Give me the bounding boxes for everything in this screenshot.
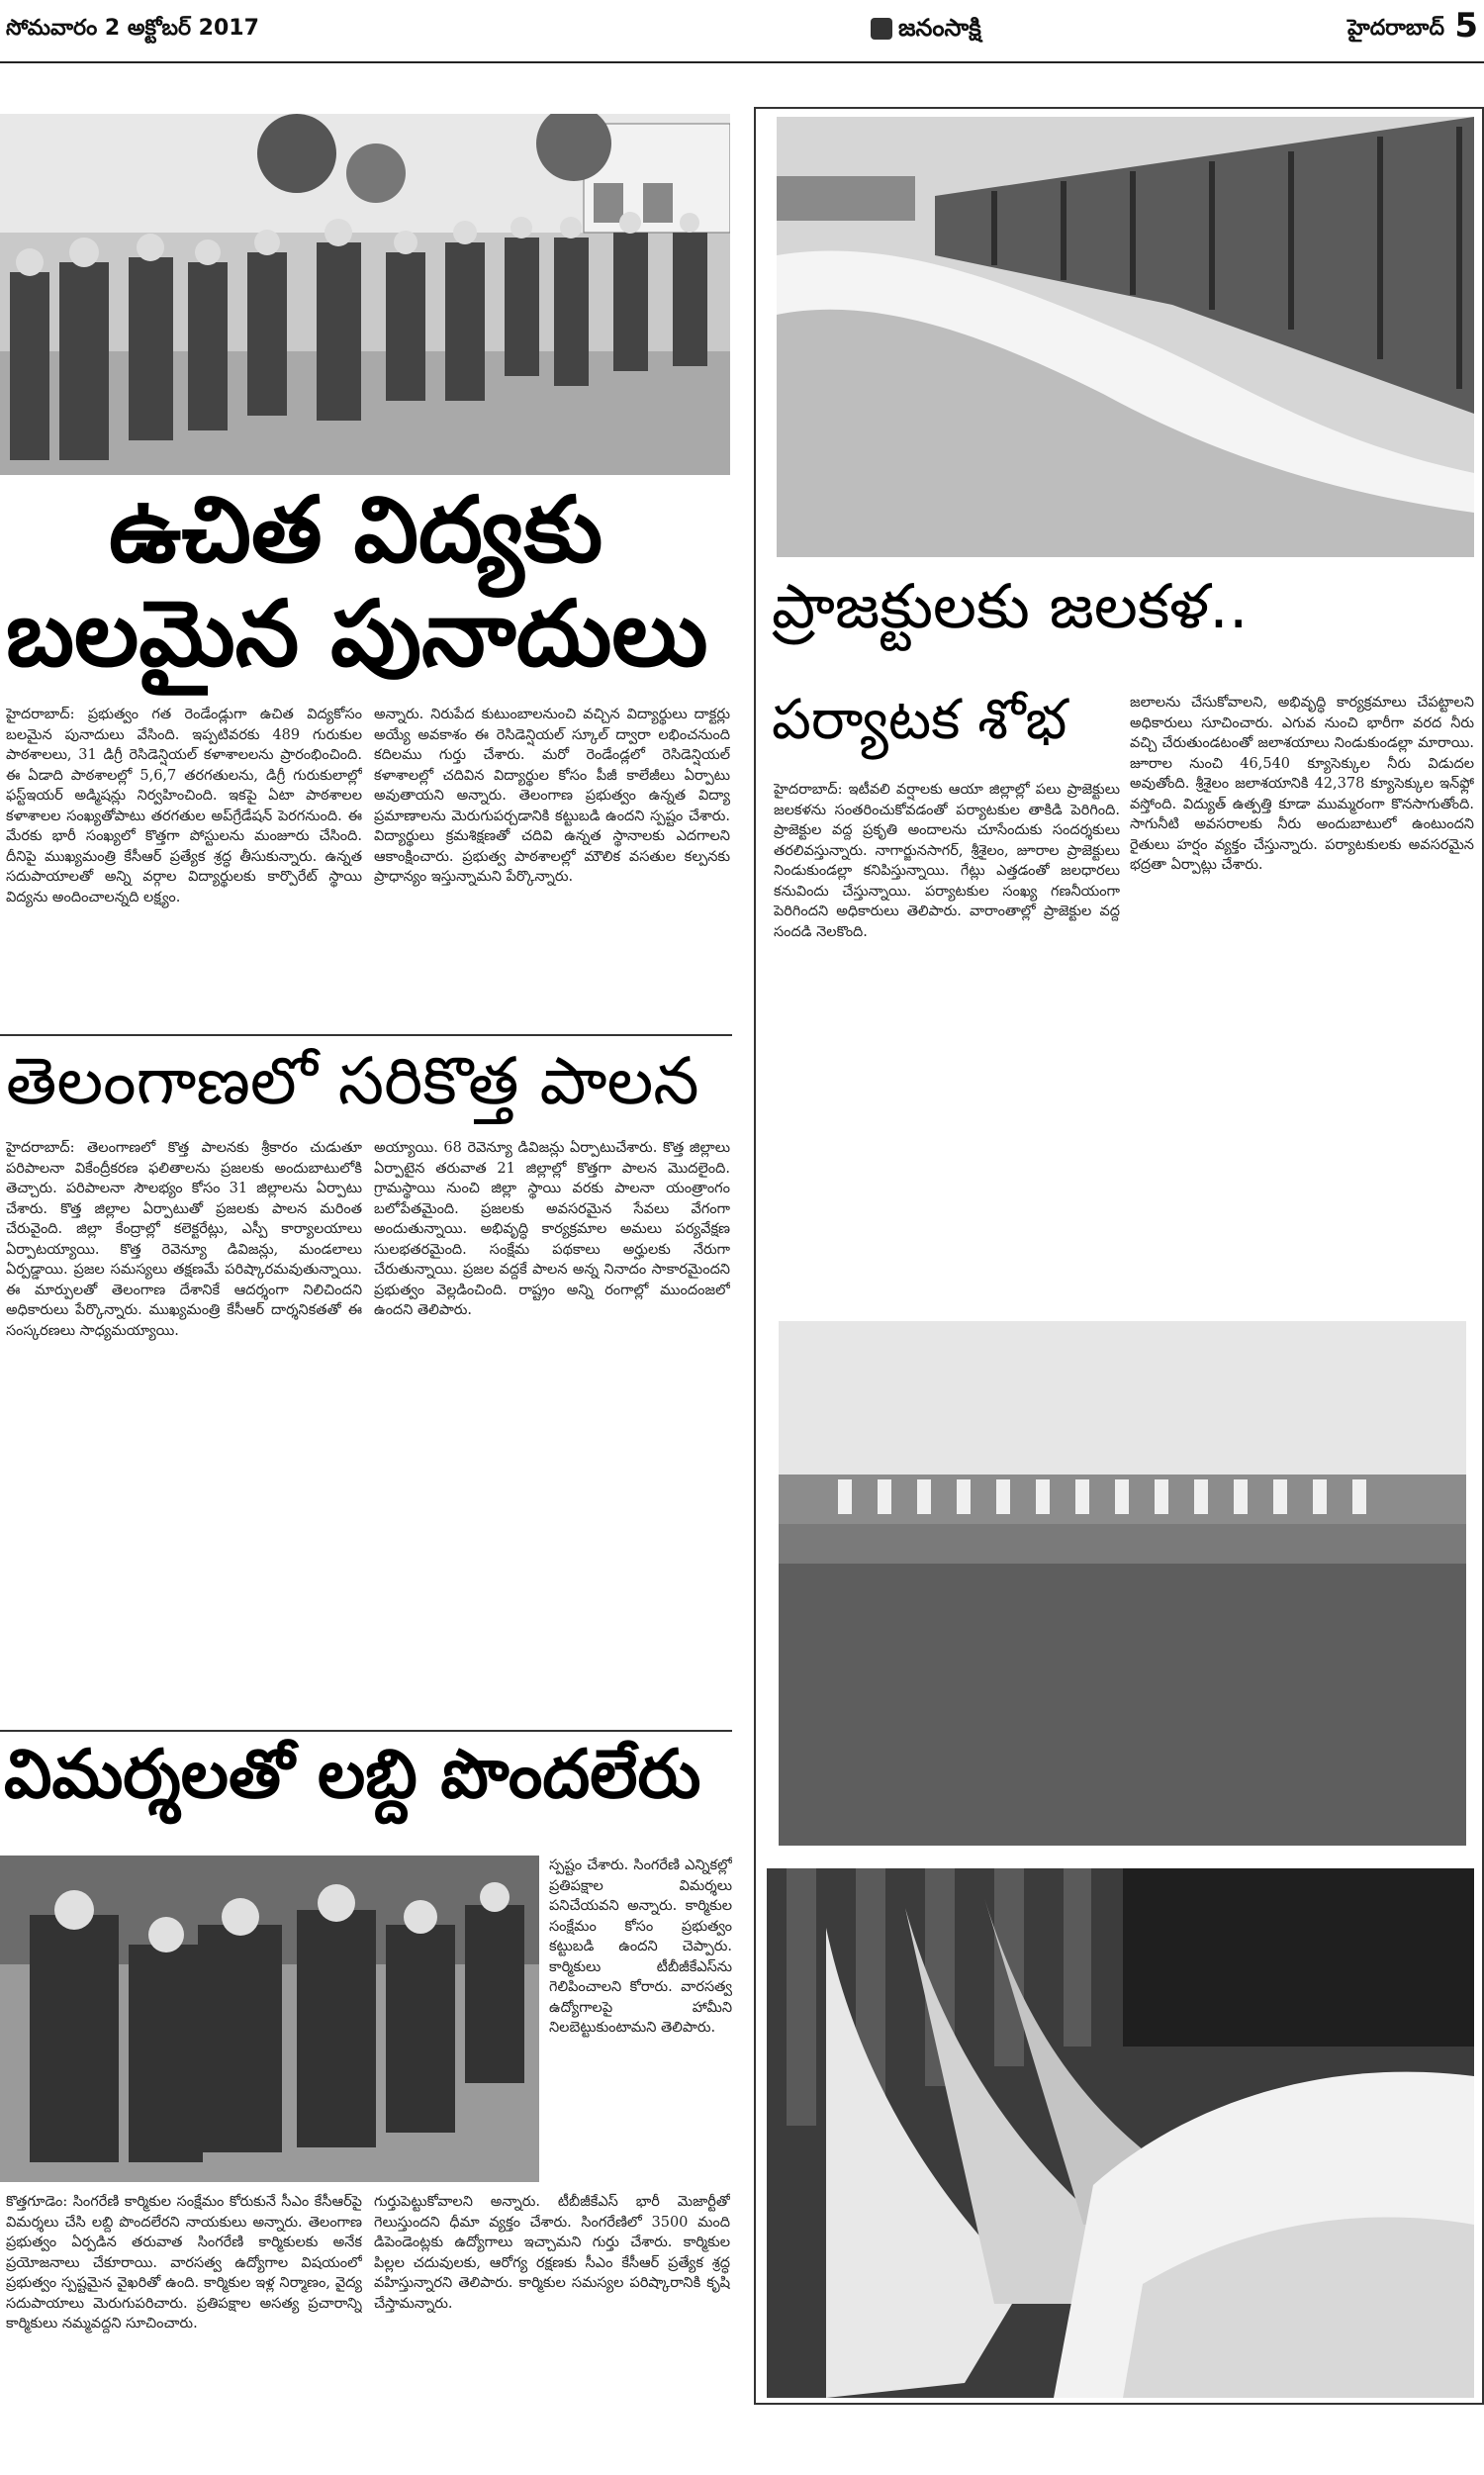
education-headline-line1: ఉచిత విద్యకు xyxy=(109,477,603,583)
paper-logo-icon xyxy=(871,18,892,40)
masthead xyxy=(0,0,1484,63)
telangana-article-col1: హైదరాబాద్‌: తెలంగాణలో కొత్త పాలనకు శ్రీకారం చుడుతూ పరిపాలనా వికేంద్రీకరణ ఫలితాలను ప్రజలకు అందుబాటులోకి తెచ్చారు. పరిపాలనా సౌలభ్యం కోసం 31 జిల్లాలను ఏర్పాటు చేశారు. కొత్త జిల్లాల ఏర్పాటుతో ప్రజలకు పాలన మరింత చేరువైంది. జిల్లా కేంద్రాల్లో కలెక్టరేట్లు, ఎస్పీ కార్యాలయాలు ఏర్పాటయ్యాయి. కొత్త రెవెన్యూ డివిజన్లు, మండలాలు ఏర్పడ్డాయి. ప్రజల సమస్యలు తక్షణమే పరిష్కారమవుతున్నాయి. ఈ మార్పులతో తెలంగాణ దేశానికే ఆదర్శంగా నిలిచిందని అధికారులు పేర్కొన్నారు. ముఖ్యమంత్రి కేసీఆర్‌ దార్శనికతతో ఈ సంస్కరణలు సాధ్యమయ్యాయి. xyxy=(6,1140,362,1339)
criticism-article-col2: గుర్తుపెట్టుకోవాలని అన్నారు. టీబీజీకేఎస్‌ భారీ మెజార్టీతో గెలుస్తుందని ధీమా వ్యక్తం చేశారు. సింగరేణిలో 3500 మంది డిపెండెంట్లకు ఉద్యోగాలు ఇచ్చామని గుర్తు చేశారు. కార్మికుల పిల్లల చదువులకు, ఆరోగ్య రక్షణకు సీఎం కేసీఆర్‌ ప్రత్యేక శ్రద్ధ వహిస్తున్నారని తెలిపారు. కార్మికుల సమస్యల పరిష్కారానికి కృషి చేస్తామన్నారు. xyxy=(374,2194,730,2312)
students-assembly-photo xyxy=(0,114,730,475)
divider xyxy=(0,1730,732,1732)
edition-city: హైదరాబాద్ xyxy=(1347,16,1444,41)
workers-photo xyxy=(0,1856,539,2182)
projects-headline-line1: ప్రాజక్టులకు జలకళ.. xyxy=(772,570,1249,642)
telangana-headline: తెలంగాణలో సరికొత్త పాలన xyxy=(6,1043,699,1119)
projects-article-col1: హైదరాబాద్‌: ఇటీవలి వర్షాలకు ఆయా జిల్లాల్లో పలు ప్రాజెక్టులు జలకళను సంతరించుకోవడంతో పర్యాటకుల తాకిడి పెరిగింది. ప్రాజెక్టుల వద్ద ప్రకృతి అందాలను చూసేందుకు సందర్శకులు తరలివస్తున్నారు. నాగార్జునసాగర్‌, శ్రీశైలం, జూరాల ప్రాజెక్టులు నిండుకుండల్లా కనిపిస్తున్నాయి. గేట్లు ఎత్తడంతో జలధారలు కనువిందు చేస్తున్నాయి. పర్యాటకుల సంఖ్య గణనీయంగా పెరిగిందని అధికారులు తెలిపారు. వారాంతాల్లో ప్రాజెక్టుల వద్ద సందడి నెలకొంది. xyxy=(774,782,1120,940)
paper-name xyxy=(871,14,981,48)
criticism-article-col1: కొత్తగూడెం: సింగరేణి కార్మికుల సంక్షేమం కోరుకునే సీఎం కేసీఆర్‌పై విమర్శలు చేసి లబ్ది పొందలేరని నాయకులు అన్నారు. తెలంగాణ ప్రభుత్వం ఏర్పడిన తరువాత సింగరేణి కార్మికులకు అనేక ప్రయోజనాలు చేకూరాయి. వారసత్వ ఉద్యోగాల విషయంలో ప్రభుత్వం స్పష్టమైన వైఖరితో ఉంది. కార్మికుల ఇళ్ల నిర్మాణం, వైద్య సదుపాయాలు మెరుగుపరిచారు. ప్రతిపక్షాల అసత్య ప్రచారాన్ని కార్మికులు నమ్మవద్దని సూచించారు. xyxy=(6,2194,362,2332)
paper-name-text: జనంసాక్షి xyxy=(898,14,981,42)
spillway-photo xyxy=(767,1868,1474,2398)
telangana-article-col2: అయ్యాయి. 68 రెవెన్యూ డివిజన్లు ఏర్పాటుచేశారు. కొత్త జిల్లాలు ఏర్పాటైన తరువాత 21 జిల్లాల్లో కొత్తగా పాలన మొదలైంది. గ్రామస్థాయి నుంచి జిల్లా స్థాయి వరకు పాలనా యంత్రాంగం బలోపేతమైంది. ప్రజలకు అవసరమైన సేవలు వేగంగా అందుతున్నాయి. అభివృద్ధి కార్యక్రమాల అమలు పర్యవేక్షణ సులభతరమైంది. సంక్షేమ పథకాలు అర్హులకు నేరుగా చేరుతున్నాయి. ప్రజల వద్దకే పాలన అన్న నినాదం సాకారమైందని ప్రభుత్వం వెల్లడించింది. రాష్ట్రం అన్ని రంగాల్లో ముందంజలో ఉందని తెలిపారు. xyxy=(374,1140,730,1318)
divider xyxy=(0,1034,732,1036)
criticism-article-side: స్పష్టం చేశారు. సింగరేణి ఎన్నికల్లో ప్రతిపక్షాల విమర్శలు పనిచేయవని అన్నారు. కార్మికుల సంక్షేమం కోసం ప్రభుత్వం కట్టుబడి ఉందని చెప్పారు. కార్మికులు టీబీజీకేఎస్‌ను గెలిపించాలని కోరారు. వారసత్వ ఉద్యోగాలపై హామీని నిలబెట్టుకుంటామని తెలిపారు. xyxy=(549,1857,732,2036)
criticism-headline: విమర్శలతో లబ్ది పొందలేరు xyxy=(4,1736,701,1814)
education-article-col2: అన్నారు. నిరుపేద కుటుంబాలనుంచి వచ్చిన విద్యార్థులు దాక్టర్లు అయ్యే అవకాశం ఈ రెసిడెన్షియల్‌ స్కూల్‌ ద్వారా లభించనుంది కదిలము గుర్తు చేశారు. మరో రెండేండ్లలో రెసిడెన్షియల్‌ కళాశాలల్లో చదివిన విద్యార్థుల కోసం పీజీ కాలేజీలు ఏర్పాటు అవుతాయని అన్నారు. తెలంగాణ ప్రభుత్వం ఉన్నత విద్యా ప్రమాణాలను మెరుగుపర్చడానికి కట్టుబడి ఉందని స్పష్టం చేశారు. విద్యార్థులు క్రమశిక్షణతో చదివి ఉన్నత స్థానాలకు ఎదగాలని ఆకాంక్షించారు. ప్రభుత్వ పాఠశాలల్లో మౌలిక వసతుల కల్పనకు ప్రాధాన్యం ఇస్తున్నామని పేర్కొన్నారు. xyxy=(374,707,730,885)
projects-article-col2: జలాలను చేసుకోవాలని, అభివృద్ధి కార్యక్రమాలు చేపట్టాలని అధికారులు సూచించారు. ఎగువ నుంచి భారీగా వరద నీరు వచ్చి చేరుతుండటంతో జలాశయాలు నిండుకుండల్లా మారాయి. జూరాల నుంచి 46,540 క్యూసెక్కుల నీరు విడుదల అవుతోంది. శ్రీశైలం జలాశయానికి 42,378 క్యూసెక్కుల ఇన్‌ఫ్లో వస్తోంది. విద్యుత్‌ ఉత్పత్తి కూడా ముమ్మరంగా కొనసాగుతోంది. సాగునీటి అవసరాలకు నీరు అందుబాటులో ఉంటుందని రైతులు హర్షం వ్యక్తం చేస్తున్నారు. పర్యాటకులకు అవసరమైన భద్రతా ఏర్పాట్లు చేశారు. xyxy=(1130,695,1474,873)
page-number: 5 xyxy=(1454,6,1478,46)
dam-gates-photo xyxy=(777,117,1474,557)
projects-headline-line2: పర్యాటక శోభ xyxy=(772,688,1067,752)
education-headline-line2: బలమైన పునాదులు xyxy=(6,581,708,687)
issue-date: సోమవారం 2 అక్టోబర్ 2017 xyxy=(6,16,259,41)
education-article-col1: హైదరాబాద్‌: ప్రభుత్వం గత రెండేండ్లుగా ఉచిత విద్యకోసం బలమైన పునాదులు వేసింది. ఇప్పటివరకు 489 గురుకుల పాఠశాలలు, 31 డిగ్రీ రెసిడెన్షియల్‌ కళాశాలలను ప్రారంభించింది. ఈ ఏడాది పాఠశాలల్లో 5,6,7 తరగతులను, డిగ్రీ గురుకులాల్లో ఫస్ట్‌ఇయర్‌ అడ్మిషన్లు నిర్వహించింది. ఇకపై ఏటా పాఠశాలల కళాశాలల సంఖ్యతోపాటు తరగతుల అప్‌గ్రేడేషన్‌ పెరగనుంది. ఈ మేరకు భారీ సంఖ్యలో కొత్తగా పోస్టులను మంజూరు చేసింది. దీనిపై ముఖ్యమంత్రి కేసీఆర్‌ ప్రత్యేక శ్రద్ధ తీసుకున్నారు. ఉన్నత సదుపాయాలతో అన్ని వర్గాల విద్యార్థులకు కార్పొరేట్‌ స్థాయి విద్యను అందించాలన్నది లక్ష్యం. xyxy=(6,707,362,905)
reservoir-dam-photo xyxy=(779,1321,1466,1846)
